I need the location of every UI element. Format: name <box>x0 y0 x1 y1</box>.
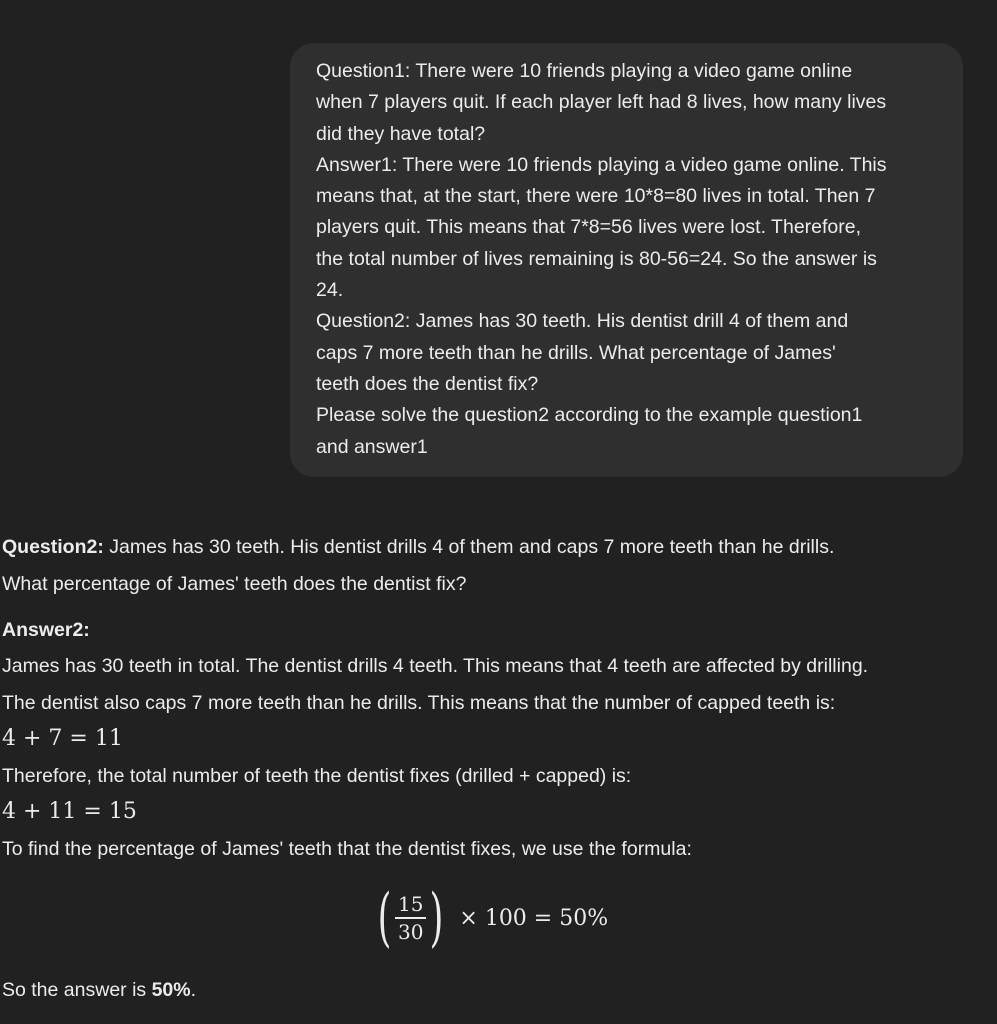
answer-label: Answer2: <box>2 619 90 641</box>
user-message-line: 24. <box>316 279 344 302</box>
answer-line-2: The dentist also caps 7 more teeth than he drills. This means that the number of capped teeth is: <box>2 691 836 714</box>
percentage-formula <box>372 878 608 958</box>
math-total-fixed: 4 + 11 = 15 <box>2 799 137 825</box>
question-text-2: What percentage of James' teeth does the dentist fix? <box>2 572 467 595</box>
formula-result: × 100 = 50% <box>459 905 609 931</box>
fraction-denominator: 30 <box>397 919 424 944</box>
user-message-line: when 7 players quit. If each player left had 8 lives, how many lives <box>316 91 887 114</box>
answer-line-3: Therefore, the total number of teeth the dentist fixes (drilled + capped) is: <box>2 764 632 787</box>
question-text-1: James has 30 teeth. His dentist drills 4 of them and caps 7 more teeth than he drills. <box>103 536 835 558</box>
user-message-text <box>316 56 943 463</box>
math-capped-teeth: 4 + 7 = 11 <box>2 726 123 752</box>
left-paren: ( <box>377 881 392 955</box>
assistant-message <box>2 529 992 868</box>
user-message-bubble <box>290 43 963 477</box>
user-message-line: did they have total? <box>316 122 486 145</box>
user-message-line: caps 7 more teeth than he drills. What percentage of James' <box>316 341 836 364</box>
user-message-line: Answer1: There were 10 friends playing a video game online. This <box>316 153 887 176</box>
answer-line-4: To find the percentage of James' teeth that the dentist fixes, we use the formula: <box>2 837 692 860</box>
final-prefix: So the answer is <box>2 979 152 1001</box>
user-message-line: teeth does the dentist fix? <box>316 372 539 395</box>
fraction <box>395 891 426 945</box>
user-message-line: Question2: James has 30 teeth. His dentist drill 4 of them and <box>316 310 849 333</box>
user-message-line: Please solve the question2 according to the example question1 <box>316 404 863 427</box>
fraction-numerator: 15 <box>397 892 424 917</box>
final-suffix: . <box>190 979 197 1001</box>
user-message-line: Question1: There were 10 friends playing a video game online <box>316 60 853 82</box>
user-message-line: means that, at the start, there were 10*8=80 lives in total. Then 7 <box>316 185 876 208</box>
answer-line-1: James has 30 teeth in total. The dentist drills 4 teeth. This means that 4 teeth are affected by drilling. <box>2 655 869 677</box>
final-answer-line <box>2 972 196 1008</box>
user-message-line: the total number of lives remaining is 80-56=24. So the answer is <box>316 247 877 270</box>
final-value: 50% <box>151 979 191 1001</box>
user-message-line: players quit. This means that 7*8=56 lives were lost. Therefore, <box>316 216 862 239</box>
question-label: Question2: <box>2 536 104 558</box>
right-paren: ) <box>430 881 444 955</box>
question-paragraph <box>2 529 992 602</box>
user-message-line: and answer1 <box>316 435 428 458</box>
